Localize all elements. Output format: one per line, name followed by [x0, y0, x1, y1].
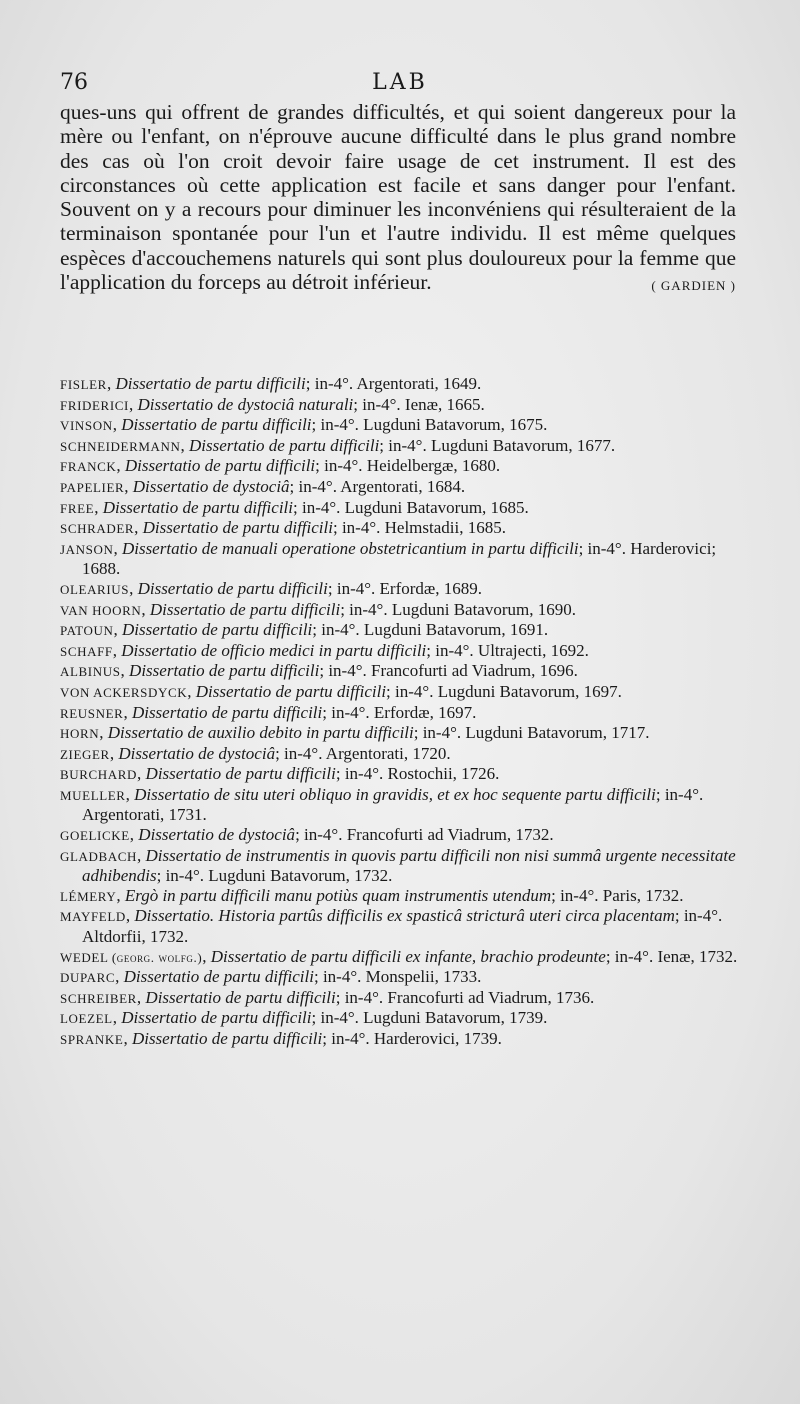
entry-imprint: ; in-4°. Argentorati, 1649.	[305, 374, 482, 393]
bibliography-entry: BURCHARD, Dissertatio de partu difficili; in-4°. Rostochii, 1726.	[60, 764, 500, 784]
entry-title: Dissertatio de partu difficili	[195, 681, 387, 701]
entry-author: GLADBACH	[60, 848, 138, 864]
entry-imprint: ; in-4°. Rostochii, 1726.	[335, 764, 500, 784]
entry-imprint: ; in-4°. Harderovici; 1688.	[82, 538, 717, 579]
entry-imprint: ; in-4°. Erfordæ, 1689.	[327, 578, 483, 598]
entry-title: Dissertatio de partu difficili	[131, 1029, 323, 1048]
bibliography-entry: GOELICKE, Dissertatio de dystociâ; in-4°. Francofurti ad Viadrum, 1732.	[60, 825, 554, 845]
entry-title: Dissertatio de partu difficili ex infante, brachio prodeunte	[210, 946, 606, 966]
bibliography-entry: JANSON, Dissertatio de manuali operatione obstetricantium in partu difficili; in-4°. Harderovici; 1688.	[60, 538, 717, 579]
bibliography-entry: SCHREIBER, Dissertatio de partu difficili; in-4°. Francofurti ad Viadrum, 1736.	[60, 987, 595, 1007]
entry-title: Dissertatio de partu difficili	[131, 702, 323, 722]
entry-title: Dissertatio de situ uteri obliquo in gravidis, et ex hoc sequente partu difficili	[134, 784, 656, 804]
entry-imprint: ; in-4°. Lugduni Batavorum, 1675.	[311, 415, 548, 435]
entry-title: Dissertatio de dystociâ	[138, 825, 296, 845]
author-note: ( GARDIEN )	[651, 278, 736, 294]
bibliography-list	[60, 374, 738, 1050]
running-title: LAB	[372, 70, 428, 95]
entry-author: PAPELIER	[60, 479, 125, 495]
entry-imprint: ; in-4°. Lugduni Batavorum, 1732.	[156, 866, 393, 886]
entry-title: Dissertatio de partu difficili	[121, 620, 313, 640]
bibliography-entry: PATOUN, Dissertatio de partu difficili; in-4°. Lugduni Batavorum, 1691.	[60, 620, 549, 640]
entry-title: Dissertatio de manuali operatione obstetricantium in partu difficili	[121, 538, 579, 558]
entry-title: Dissertatio de partu difficili	[123, 967, 314, 987]
bibliography-entry: ZIEGER, Dissertatio de dystociâ; in-4°. Argentorati, 1720.	[60, 743, 451, 763]
entry-imprint: ; in-4°. Lugduni Batavorum, 1685.	[293, 497, 529, 517]
entry-author: MUELLER	[60, 787, 126, 803]
bibliography-entry: LOEZEL, Dissertatio de partu difficili; in-4°. Lugduni Batavorum, 1739.	[60, 1008, 548, 1028]
entry-imprint: ; in-4°. Lugduni Batavorum, 1690.	[340, 599, 576, 619]
entry-title: Dissertatio de partu difficili	[121, 415, 312, 435]
entry-title: Dissertatio de partu difficili	[102, 497, 293, 517]
entry-author: BURCHARD	[60, 767, 138, 783]
entry-title: Dissertatio de partu difficili	[145, 764, 336, 784]
entry-imprint: ; in-4°. Argentorati, 1684.	[289, 476, 466, 496]
entry-title: Dissertatio de officio medici in partu difficili	[121, 640, 427, 660]
entry-author: SCHAFF	[60, 643, 113, 659]
bibliography-entry: VAN HOORN, Dissertatio de partu difficili; in-4°. Lugduni Batavorum, 1690.	[60, 599, 576, 619]
entry-title: Dissertatio de dystociâ	[118, 743, 276, 763]
bibliography-entry: DUPARC, Dissertatio de partu difficili; in-4°. Monspelii, 1733.	[60, 967, 482, 987]
entry-title: Dissertatio de partu difficili	[115, 374, 306, 393]
entry-imprint: ; in-4°. Harderovici, 1739.	[322, 1029, 502, 1048]
entry-author: JANSON	[60, 541, 114, 557]
bibliography-entry: HORN, Dissertatio de auxilio debito in partu difficili; in-4°. Lugduni Batavorum, 1717.	[60, 723, 650, 743]
entry-imprint: ; in-4°. Erfordæ, 1697.	[322, 702, 477, 722]
entry-author: FISLER	[60, 377, 107, 392]
entry-imprint: ; in-4°. Francofurti ad Viadrum, 1696.	[319, 661, 578, 681]
entry-imprint: ; in-4°. Lugduni Batavorum, 1677.	[379, 435, 616, 455]
main-paragraph	[60, 100, 736, 298]
entry-imprint: ; in-4°. Ienæ, 1732.	[605, 946, 738, 966]
bibliography-entry: OLEARIUS, Dissertatio de partu difficili; in-4°. Erfordæ, 1689.	[60, 578, 483, 598]
entry-author: VINSON	[60, 418, 113, 434]
entry-author: GOELICKE	[60, 828, 130, 844]
entry-title: Dissertatio de partu difficili	[142, 518, 333, 538]
entry-title: Ergò in partu difficili manu potiùs quam instrumentis utendum	[124, 885, 552, 905]
entry-title: Dissertatio de partu difficili	[121, 1008, 312, 1028]
bibliography-entry: SCHNEIDERMANN, Dissertatio de partu difficili; in-4°. Lugduni Batavorum, 1677.	[60, 435, 616, 455]
entry-author: FREE	[60, 500, 95, 516]
entry-title: Dissertatio de auxilio debito in partu difficili	[107, 723, 414, 743]
entry-title: Dissertatio de partu difficili	[124, 456, 316, 476]
entry-imprint: ; in-4°. Heidelbergæ, 1680.	[315, 456, 501, 476]
entry-author: FRIDERICI	[60, 397, 129, 413]
bibliography-entry: MUELLER, Dissertatio de situ uteri obliquo in gravidis, et ex hoc sequente partu difficili; in-4°. Argentorati, 1731.	[60, 784, 704, 825]
entry-title: Dissertatio de dystociâ naturali	[137, 394, 354, 414]
entry-imprint: ; in-4°. Lugduni Batavorum, 1697.	[386, 681, 622, 701]
bibliography-entry: FRANCK, Dissertatio de partu difficili; in-4°. Heidelbergæ, 1680.	[60, 456, 501, 476]
entry-imprint: ; in-4°. Monspelii, 1733.	[313, 967, 482, 987]
entry-title: Dissertatio de partu difficili	[149, 599, 341, 619]
bibliography-entry: SCHAFF, Dissertatio de officio medici in partu difficili; in-4°. Ultrajecti, 1692.	[60, 640, 589, 660]
entry-author: OLEARIUS	[60, 581, 130, 597]
entry-author: ALBINUS	[60, 664, 121, 680]
bibliography-entry: WEDEL (georg. wolfg.), Dissertatio de partu difficili ex infante, brachio prodeunte; in-4°. Ienæ, 1732.	[60, 946, 738, 966]
bibliography-entry: VINSON, Dissertatio de partu difficili; in-4°. Lugduni Batavorum, 1675.	[60, 415, 548, 435]
bibliography-entry: SPRANKE, Dissertatio de partu difficili; in-4°. Harderovici, 1739.	[60, 1029, 502, 1048]
entry-author: PATOUN	[60, 623, 114, 639]
entry-author: LOEZEL	[60, 1011, 113, 1027]
entry-author: REUSNER	[60, 705, 124, 721]
entry-title: Dissertatio de partu difficili	[145, 987, 336, 1007]
entry-imprint: ; in-4°. Paris, 1732.	[551, 885, 684, 905]
bibliography-entry: MAYFELD, Dissertatio. Historia partûs difficilis ex spasticâ stricturâ uteri circa placentam; in-4°. Altdorfii, 1732.	[60, 906, 723, 947]
entry-imprint: ; in-4°. Lugduni Batavorum, 1691.	[312, 620, 549, 640]
entry-imprint: ; in-4°. Ultrajecti, 1692.	[426, 640, 589, 660]
entry-author: MAYFELD	[60, 909, 126, 925]
running-head	[60, 70, 740, 100]
bibliography-entry: FREE, Dissertatio de partu difficili; in-4°. Lugduni Batavorum, 1685.	[60, 497, 529, 517]
bibliography-entry: SCHRADER, Dissertatio de partu difficili; in-4°. Helmstadii, 1685.	[60, 518, 506, 538]
entry-author: DUPARC	[60, 970, 116, 986]
entry-author: LÉMERY	[60, 888, 117, 904]
entry-imprint: ; in-4°. Ienæ, 1665.	[353, 394, 485, 414]
entry-imprint: ; in-4°. Argentorati, 1731.	[82, 784, 704, 825]
entry-author: FRANCK	[60, 459, 117, 475]
entry-imprint: ; in-4°. Argentorati, 1720.	[275, 743, 451, 763]
entry-author: SPRANKE	[60, 1032, 124, 1047]
bibliography-entry: FRIDERICI, Dissertatio de dystociâ naturali; in-4°. Ienæ, 1665.	[60, 394, 485, 414]
entry-author: SCHNEIDERMANN	[60, 438, 181, 454]
entry-author: SCHRADER	[60, 521, 135, 537]
entry-title: Dissertatio de partu difficili	[137, 578, 328, 598]
entry-title: Dissertatio de dystociâ	[132, 476, 290, 496]
entry-title: Dissertatio de partu difficili	[188, 435, 380, 455]
bibliography-entry: PAPELIER, Dissertatio de dystociâ; in-4°. Argentorati, 1684.	[60, 476, 466, 496]
entry-imprint: ; in-4°. Francofurti ad Viadrum, 1732.	[295, 825, 554, 845]
paragraph-text: ques-uns qui offrent de grandes difficultés, et qui soient dangereux pour la mère ou l'enfant, on n'éprouve aucune difficulté dans le plus grand nombre des cas où l'on croit devoir faire usage de cet instrument. Il est des circonstances où cette application est facile et sans danger pour l'enfant. Souvent on y a recours pour diminuer les inconvéniens qui résulteraient de la terminaison spontanée pour l'un et l'autre individu. Il est même quelques espèces d'accouchemens naturels qui sont plus douloureux pour la femme que l'application du forceps au détroit inférieur.	[60, 100, 736, 295]
entry-imprint: ; in-4°. Lugduni Batavorum, 1717.	[413, 723, 650, 743]
bibliography-entry: VON ACKERSDYCK, Dissertatio de partu difficili; in-4°. Lugduni Batavorum, 1697.	[60, 681, 622, 701]
entry-imprint: ; in-4°. Lugduni Batavorum, 1739.	[311, 1008, 548, 1028]
entry-imprint: ; in-4°. Francofurti ad Viadrum, 1736.	[335, 987, 595, 1007]
bibliography-entry: LÉMERY, Ergò in partu difficili manu potiùs quam instrumentis utendum; in-4°. Paris, 1732.	[60, 885, 684, 905]
bibliography-entry: FISLER, Dissertatio de partu difficili; in-4°. Argentorati, 1649.	[60, 374, 482, 393]
bibliography-entry: REUSNER, Dissertatio de partu difficili; in-4°. Erfordæ, 1697.	[60, 702, 477, 722]
entry-title: Dissertatio. Historia partûs difficilis ex spasticâ stricturâ uteri circa placentam	[134, 906, 675, 926]
entry-author: WEDEL (georg. wolfg.)	[60, 949, 203, 965]
entry-title: Dissertatio de partu difficili	[129, 661, 320, 681]
entry-author: HORN	[60, 726, 100, 742]
entry-author: ZIEGER	[60, 746, 110, 762]
entry-title: Dissertatio de instrumentis in quovis partu difficili non nisi summâ urgente necessitate adhibendis	[82, 845, 736, 886]
entry-author: SCHREIBER	[60, 990, 137, 1006]
entry-author: VAN HOORN	[60, 602, 142, 618]
bibliography-entry: ALBINUS, Dissertatio de partu difficili; in-4°. Francofurti ad Viadrum, 1696.	[60, 661, 578, 681]
page-number: 76	[60, 70, 88, 95]
entry-imprint: ; in-4°. Altdorfii, 1732.	[82, 906, 723, 947]
entry-author: VON ACKERSDYCK	[60, 684, 188, 700]
bibliography-entry: GLADBACH, Dissertatio de instrumentis in quovis partu difficili non nisi summâ urgente necessitate adhibendis; in-4°. Lugduni Batavorum, 1732.	[60, 845, 736, 886]
entry-imprint: ; in-4°. Helmstadii, 1685.	[332, 518, 506, 538]
